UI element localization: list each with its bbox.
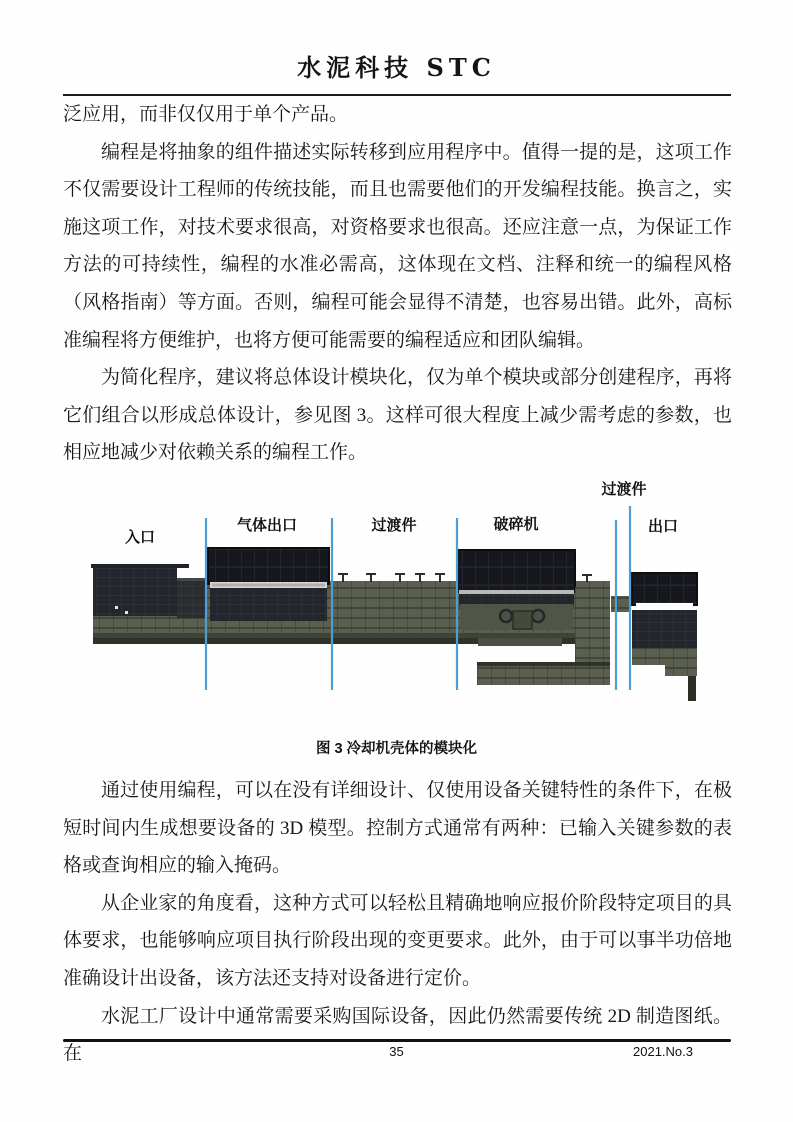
label-gas-outlet: 气体出口 — [236, 517, 298, 534]
footer-rule — [63, 1039, 731, 1042]
cooler-diagram — [85, 478, 707, 736]
label-crusher: 破碎机 — [493, 516, 539, 533]
label-transition-mid: 过渡件 — [371, 517, 417, 534]
label-transition-right: 过渡件 — [601, 481, 647, 498]
paragraph: 泛应用，而非仅仅用于单个产品。 — [63, 104, 349, 125]
transition-right-piece — [611, 596, 631, 612]
paragraph: 从企业家的角度看，这种方式可以轻松且精确地响应报价阶段特定项目的具体要求，也能够响应项目执行阶段出现的变更要求。此外，由于可以事半功倍地准确设计出设备，该方法还支持对设备进行定价。 — [63, 892, 732, 989]
article-bottom — [63, 772, 732, 1073]
label-inlet: 入口 — [124, 529, 156, 546]
paragraph: 编程是将抽象的组件描述实际转移到应用程序中。值得一提的是，这项工作不仅需要设计工程师的传统技能，而且也需要他们的开发编程技能。换言之，实施这项工作，对技术要求很高，对资格要求也很高。还应注意一点，为保证工作方法的可持续性，编程的水准必需高，这体现在文档、注释和统一的编程风格（风格指南）等方面。否则，编程可能会显得不清楚，也容易出错。此外，高标准编程将方便维护，也将方便可能需要的编程适应和团队编辑。 — [63, 141, 732, 351]
outlet-module — [632, 573, 697, 701]
crusher-module — [458, 550, 610, 685]
footer-page-number: 35 — [389, 1044, 404, 1059]
article-top — [63, 96, 732, 472]
paragraph: 水泥工厂设计中通常需要采购国际设备，因此仍然需要传统 2D 制造图纸。在 — [63, 1005, 732, 1065]
gas-outlet-module — [208, 548, 329, 621]
paragraph: 为简化程序，建议将总体设计模块化，仅为单个模块或部分创建程序，再将它们组合以形成总体设计，参见图 3。这样可很大程度上减少需考虑的参数，也相应地减少对依赖关系的编程工作。 — [63, 367, 732, 464]
figure-cooler-modularization — [85, 478, 707, 736]
inlet-module — [91, 564, 206, 618]
footer-issue: 2021.No.3 — [633, 1044, 693, 1059]
paragraph: 通过使用编程，可以在没有详细设计、仅使用设备关键特性的条件下，在极短时间内生成想要设备的 3D 模型。控制方式通常有两种：已输入关键参数的表格或查询相应的输入掩码。 — [63, 780, 732, 877]
figure-caption: 图 3 冷却机壳体的模块化 — [315, 741, 478, 757]
page-title: 水泥科技 STC — [297, 53, 496, 82]
label-outlet: 出口 — [647, 518, 679, 535]
